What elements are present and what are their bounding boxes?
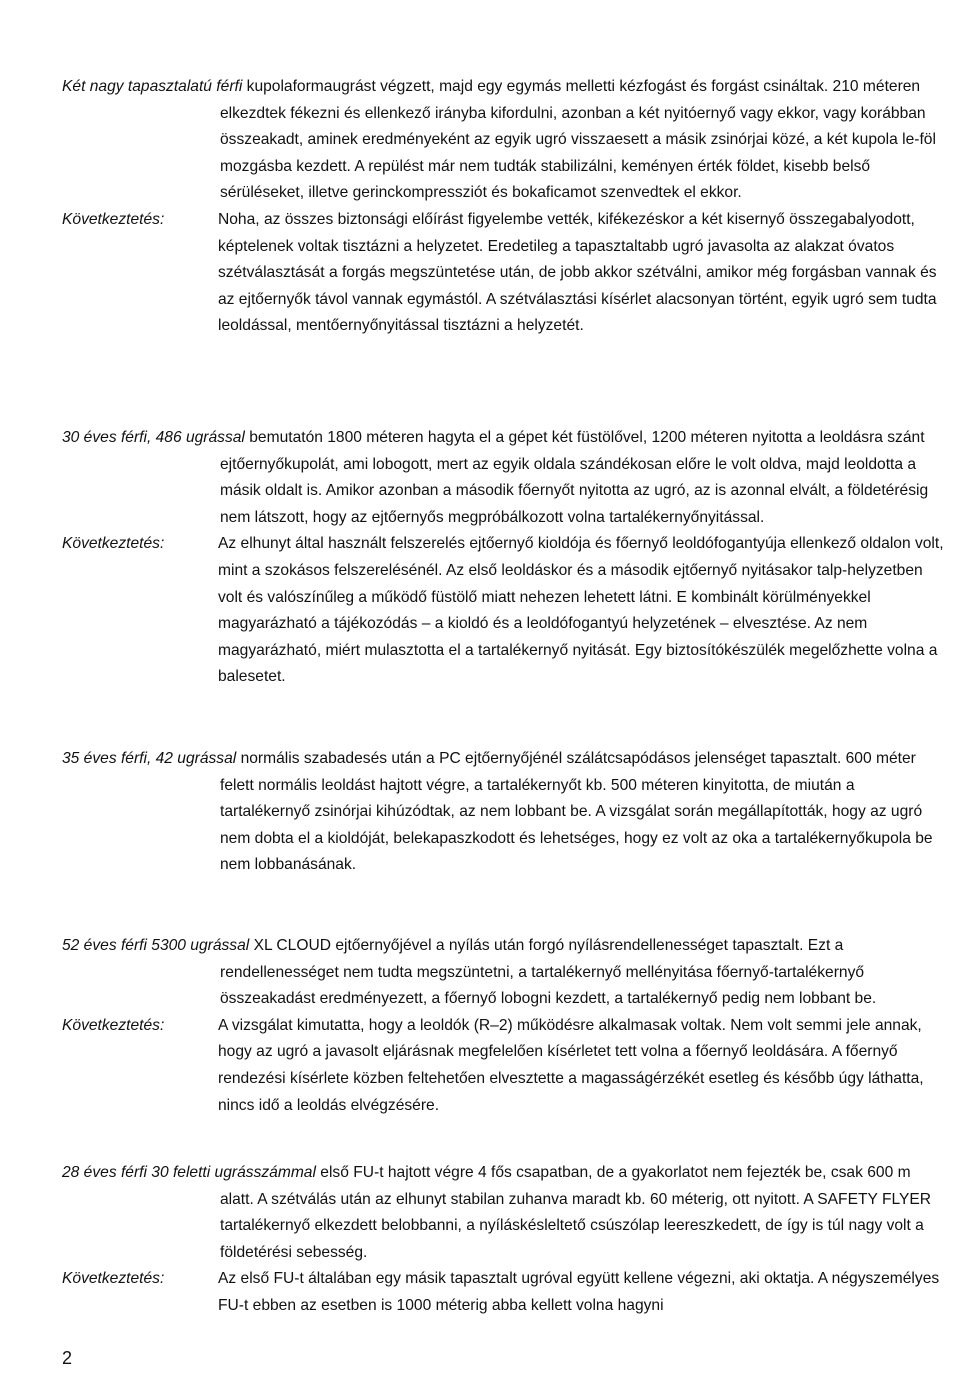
conclusion [62,531,946,691]
case-description [62,74,946,207]
conclusion-text: Az első FU-t általában egy másik tapasztalt ugróval együtt kellene végezni, aki oktatja. A négyszemélyes FU-t ebben az esetben is 1000 méterig abba kellett volna hagyni [218,1270,940,1314]
case-heading: Két nagy tapasztalatú férfi [62,78,243,95]
case-heading: 52 éves férfi 5300 ugrással [62,937,250,954]
conclusion-text: A vizsgálat kimutatta, hogy a leoldók (R–2) működésre alkalmasak voltak. Nem volt semmi jele annak, hogy az ugró a javasolt eljárásnak megfelelően kísérletet tett volna a főernyő leoldására. A főernyő rendezési kísérlete közben feltehetően elvesztette a magasságérzékét esetleg és később úgy láthatta, nincs idő a leoldás elvégzésére. [218,1016,924,1114]
case-text: bemutatón 1800 méteren hagyta el a gépet két füstölővel, 1200 méteren nyitotta a leoldásra szánt ejtőernyőkupolát, ami lobogott, mert az egyik oldala szándékosan előre le volt oldva, majd leoldotta a másik oldalt is. Amikor azonban a második főernyőt nyitotta az ugró, az is azonnal elvált, a földetérésig nem látszott, hogy az ejtőernyős megpróbálkozott volna tartalékernyőnyitással. [220,429,929,526]
conclusion-label: Következtetés: [62,210,165,228]
page-number: 2 [62,1348,73,1368]
conclusion-label: Következtetés: [62,1270,165,1288]
case-text: kupolaformaugrást végzett, majd egy egymás melletti kézfogást és forgást csináltak. 210 méteren elkezdtek fékezni és ellenkező irányba kifordulni, azonban a két nyitóernyő vagy ekkor, vagy korábban összeakadt, aminek eredményeként az egyik ugró visszaesett a másik zsinórjai közé, a két kupola le-föl mozgásba kezdett. A repülést már nem tudták stabilizálni, keményen érték földet, kisebb belső sérüléseket, illetve gerinckompressziót és bokaficamot szenvedtek el ekkor. [220,78,936,202]
case-description [62,425,946,531]
conclusion-text: Az elhunyt által használt felszerelés ejtőernyő kioldója és főernyő leoldófogantyúja ellenkező oldalon volt, mint a szokásos felszerelésénél. Az első leoldáskor és a második ejtőernyő nyitásakor talp-helyzetben volt és valószínűleg a működő füstölő miatt nehezen lehetett látni. E kombinált körülményekkel magyarázható a tájékozódás – a kioldó és a leoldófogantyú helyzetének – elvesztése. Az nem magyarázható, miért mulasztotta el a tartalékernyő nyitását. Egy biztosítókészülék megelőzhette volna a balesetet. [218,535,944,686]
case-heading: 28 éves férfi 30 feletti ugrásszámmal [62,1164,316,1181]
case-entry-3 [62,746,946,879]
case-text: normális szabadesés után a PC ejtőernyőjénél szálátcsapódásos jelenséget tapasztalt. 600 méter felett normális leoldást hajtott végre, a tartalékernyőt kb. 500 méteren kinyitotta, de miután a tartalékernyő zsinórjai kihúzódtak, az nem lobbant be. A vizsgálat során megállapították, hogy az ugró nem dobta el a kioldóját, belekapaszkodott és lehetséges, hogy ez volt az oka a tartalékernyőkupola be nem lobbanásának. [220,750,933,874]
case-entry-5 [62,1160,946,1320]
conclusion [62,207,946,340]
case-description [62,1160,946,1266]
case-entry-4 [62,933,946,1119]
case-description [62,933,946,1013]
conclusion-text: Noha, az összes biztonsági előírást figyelembe vették, kifékezéskor a két kisernyő összegabalyodott, képtelenek voltak tisztázni a helyzetet. Eredetileg a tapasztaltabb ugró javasolta az alakzat óvatos szétválasztását a forgás megszüntetése után, de jobb akkor szétválni, amikor még forgásban vannak és az ejtőernyők távol vannak egymástól. A szétválasztási kísérlet alacsonyan történt, egyik ugró sem tudta leoldással, mentőernyőnyitással tisztázni a helyzetét. [218,210,937,335]
case-text: első FU-t hajtott végre 4 fős csapatban, de a gyakorlatot nem fejezték be, csak 600 m alatt. A szétválás után az elhunyt stabilan zuhanva maradt kb. 60 méterig, ott nyitott. A SAFETY FLYER tartalékernyő elkezdett belobbanni, a nyíláskésleltető csúszólap leereszkedett, de így is túl nagy volt a földetérési sebesség. [220,1164,932,1261]
case-entry-2 [62,425,946,691]
conclusion-label: Következtetés: [62,535,165,553]
case-heading: 35 éves férfi, 42 ugrással [62,750,237,767]
case-text: XL CLOUD ejtőernyőjével a nyílás után forgó nyílásrendellenességet tapasztalt. Ezt a rendellenességet nem tudta megszüntetni, a tartalékernyő mellényitása főernyő-tartalékernyő összeakadást eredményezett, a főernyő lobogni kezdett, a tartalékernyő pedig nem lobbant be. [220,937,877,1008]
conclusion-label: Következtetés: [62,1016,165,1034]
conclusion [62,1013,946,1119]
case-description [62,746,946,879]
case-entry-1 [62,74,946,340]
case-heading: 30 éves férfi, 486 ugrással [62,429,245,446]
conclusion [62,1266,946,1319]
